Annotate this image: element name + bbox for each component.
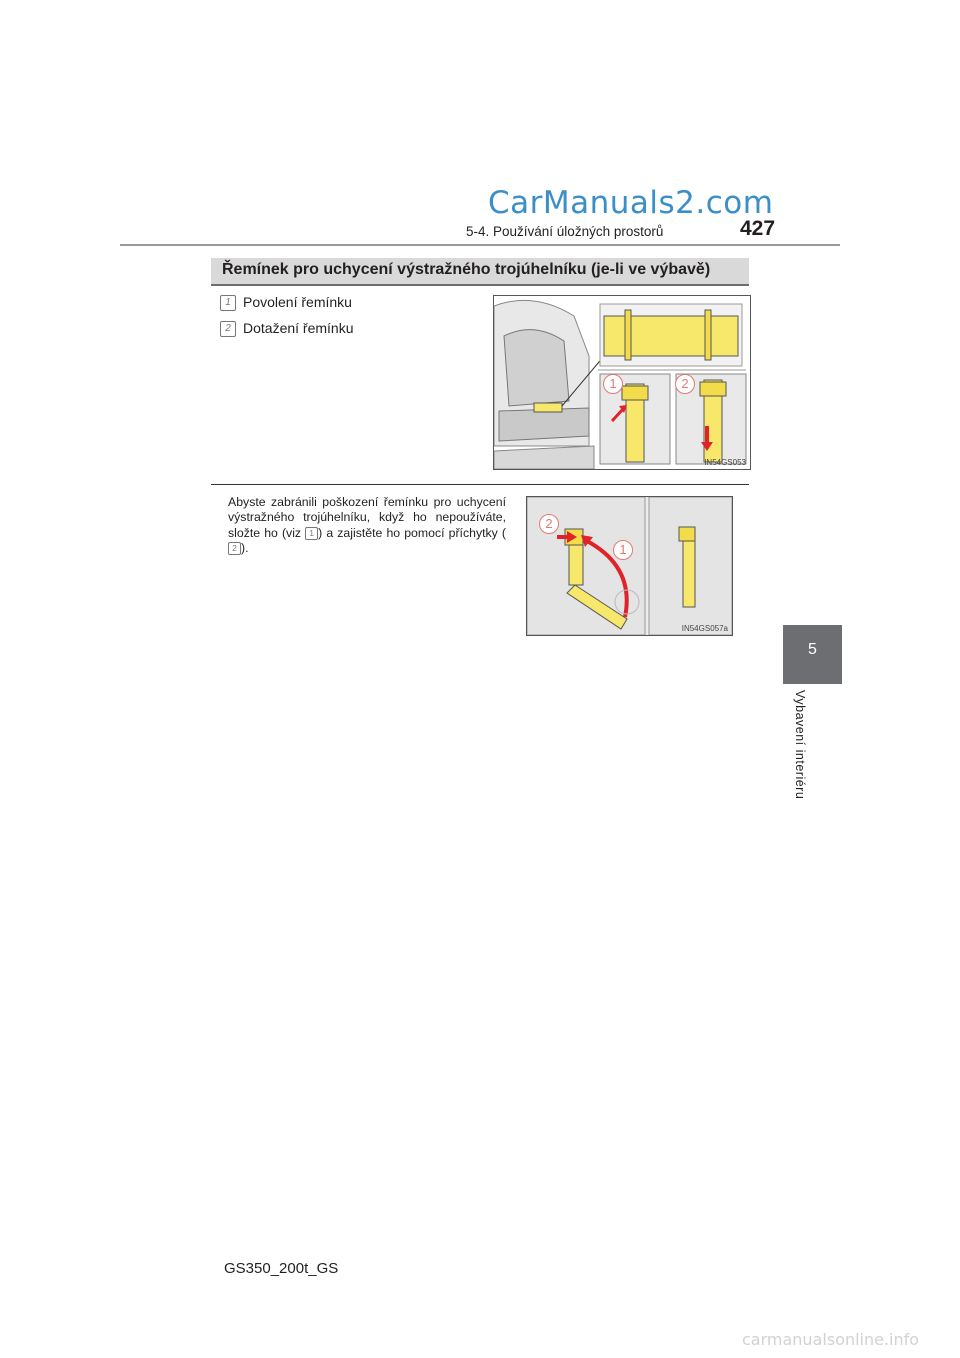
figure-strap-adjust [493,295,751,470]
note-text-3: ). [241,540,249,555]
figure-code: IN54GS053 [704,458,746,467]
note-text-2: ) a zajistěte ho pomocí příchytky ( [318,525,506,540]
topic-bar-underline [211,284,749,286]
chapter-label: Vybavení interiéru [793,690,807,800]
callout-2-fold: 2 [539,514,559,534]
item-2-badge: 2 [220,321,236,337]
figure-strap-fold [526,496,733,636]
section-divider [211,484,749,485]
note-badge-2: 2 [228,542,241,555]
chapter-number: 5 [808,641,817,658]
header-rule [120,244,840,246]
watermark-bottom: carmanualsonline.info [742,1330,920,1349]
note-text-1: Abyste zabránili poškození řemínku pro uchycení výstražného trojúhelníku, když ho nepoužíváte, složte ho (viz [228,495,506,540]
note-badge-1: 1 [305,527,318,540]
storage-note [228,495,506,556]
section-title: 5-4. Používání úložných prostorů [466,224,664,239]
callout-2: 2 [675,374,695,394]
figure-strap-fold-illustration [527,497,732,635]
item-2-text: Dotažení řemínku [243,320,354,336]
topic-title: Řemínek pro uchycení výstražného trojúhelníku (je-li ve výbavě) [222,261,711,278]
page-number: 427 [740,217,776,240]
callout-1-fold: 1 [613,540,633,560]
figure-code-2: IN54GS057a [681,624,728,633]
callout-1: 1 [603,374,623,394]
item-1-badge: 1 [220,295,236,311]
footer-model-code: GS350_200t_GS [224,1260,339,1277]
watermark-logo: CarManuals2.com [488,185,774,221]
item-1-text: Povolení řemínku [243,294,352,310]
